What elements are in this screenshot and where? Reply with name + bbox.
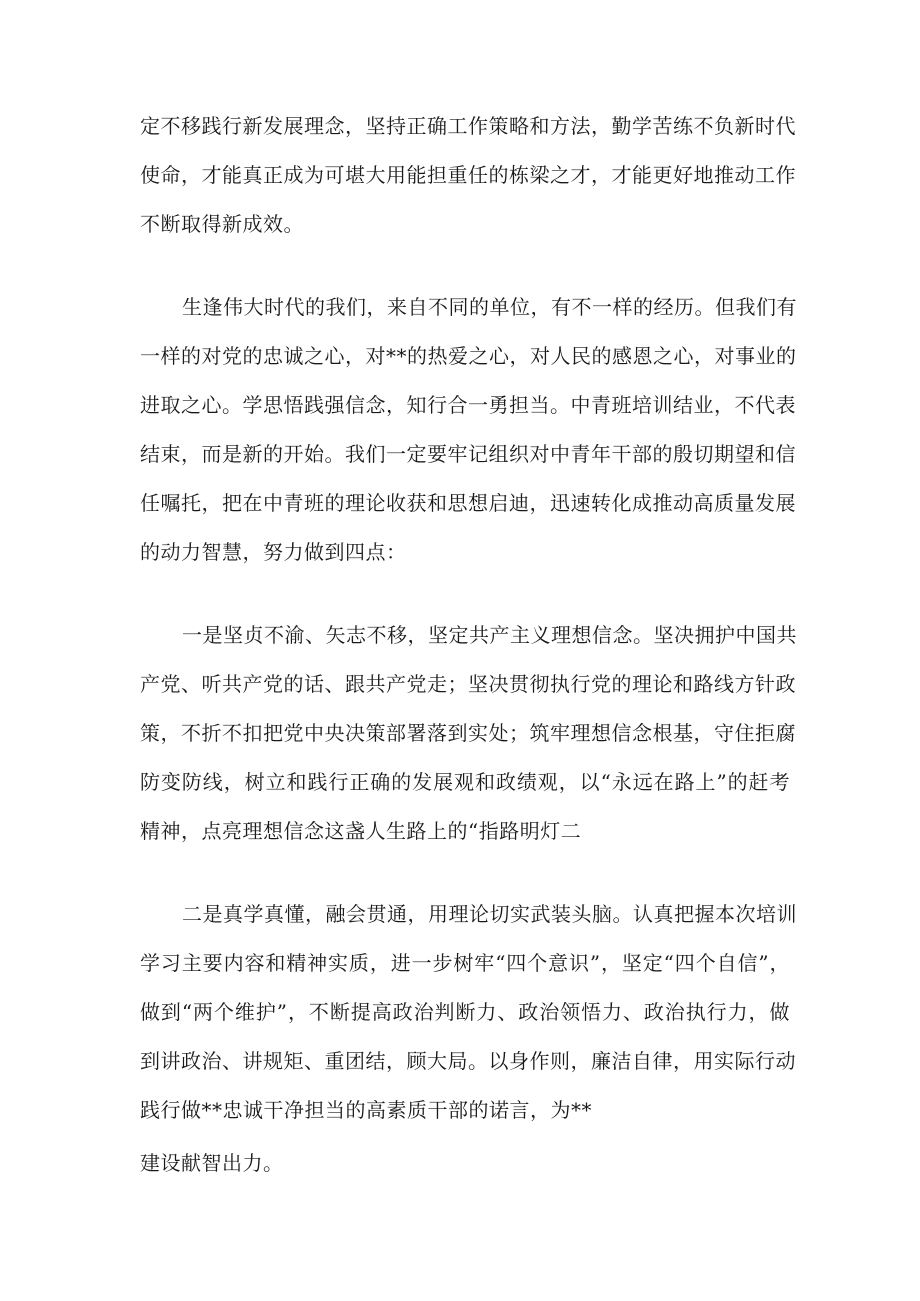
paragraph-2-line-2: 一样的对党的忠诚之心，对**的热爱之心，对人民的感恩之心，对事业的 (140, 344, 797, 368)
paragraph-2-line-1: 生逢伟大时代的我们，来自不同的单位，有不一样的经历。但我们有 (182, 295, 797, 319)
paragraph-1-line-3: 不断取得新成效。 (140, 212, 304, 236)
paragraph-2-line-4: 结束，而是新的开始。我们一定要牢记组织对中青年干部的殷切期望和信 (140, 442, 796, 466)
paragraph-3-line-2: 产党、听共产党的话、跟共产党走；坚决贯彻执行党的理论和路线方针政 (140, 672, 796, 696)
paragraph-3-line-5: 精神，点亮理想信念这盏人生路上的“指路明灯二 (140, 819, 582, 843)
paragraph-4-line-1: 二是真学真懂，融会贯通，用理论切实武装头脑。认真把握本次培训 (182, 902, 797, 926)
paragraph-3-line-4: 防变防线，树立和践行正确的发展观和政绩观，以“永远在路上”的赶考 (140, 770, 790, 794)
paragraph-4-line-6: 建设献智出力。 (140, 1151, 284, 1175)
paragraph-2-line-6: 的动力智慧，努力做到四点： (140, 540, 407, 564)
paragraph-1-line-2: 使命，才能真正成为可堪大用能担重任的栋梁之才，才能更好地推动工作 (140, 163, 796, 187)
paragraph-3-line-3: 策，不折不扣把党中央决策部署落到实处；筑牢理想信念根基，守住拒腐 (140, 721, 796, 745)
paragraph-4-line-2: 学习主要内容和精神实质，进一步树牢“四个意识”，坚定“四个自信”， (140, 951, 790, 975)
paragraph-4-line-5: 践行做**忠诚干净担当的高素质干部的诺言，为** (140, 1098, 592, 1122)
paragraph-1-line-1: 定不移践行新发展理念，坚持正确工作策略和方法，勤学苦练不负新时代 (140, 114, 796, 138)
paragraph-3-line-1: 一是坚贞不渝、矢志不移，坚定共产主义理想信念。坚决拥护中国共 (182, 623, 797, 647)
paragraph-4-line-4: 到讲政治、讲规矩、重团结，顾大局。以身作则，廉洁自律，用实际行动 (140, 1049, 796, 1073)
paragraph-4-line-3: 做到“两个维护”，不断提高政治判断力、政治领悟力、政治执行力，做 (140, 1000, 790, 1024)
paragraph-2-line-5: 任嘱托，把在中青班的理论收获和思想启迪，迅速转化成推动高质量发展 (140, 491, 796, 515)
paragraph-2-line-3: 进取之心。学思悟践强信念，知行合一勇担当。中青班培训结业，不代表 (140, 393, 796, 417)
